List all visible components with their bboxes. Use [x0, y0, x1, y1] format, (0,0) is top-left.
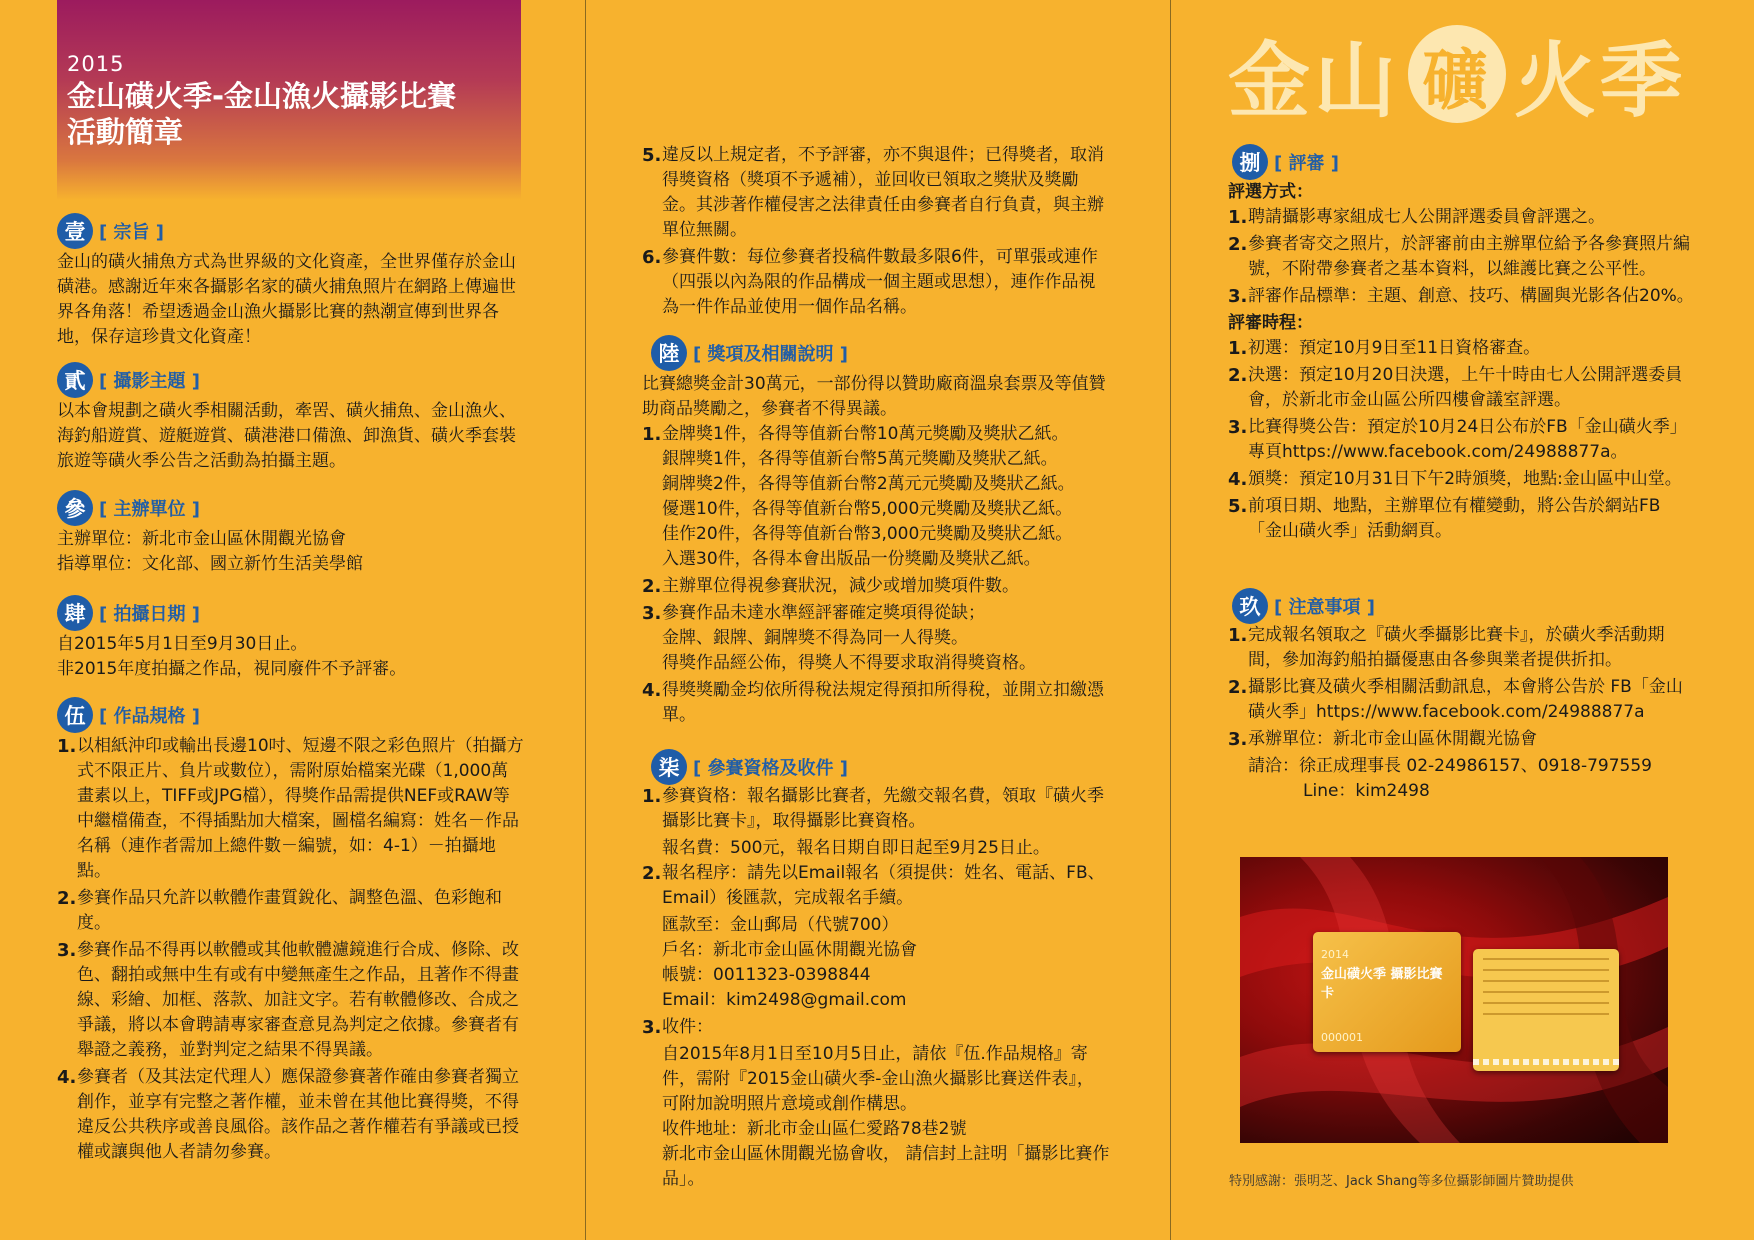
list-item: 2. 主辦單位得視參賽狀況，減少或增加獎項件數。	[642, 576, 1019, 597]
section-judging	[1232, 143, 1692, 181]
section-badge: 玖	[1232, 588, 1268, 624]
list-item: 2. 參賽者寄交之照片，於評審前由主辦單位給予各參賽照片編號，不附帶參賽者之基本資料，以維護比賽之公平性。	[1228, 234, 1690, 279]
eligibility-body	[642, 784, 1110, 1192]
section-awards	[651, 334, 1110, 372]
awards-intro: 比賽總獎金計30萬元，一部份得以贊助廠商溫泉套票及等值贊助商品獎勵之，參賽者不得異議。	[642, 374, 1106, 419]
section-badge: 壹	[57, 213, 93, 249]
notes-body	[1228, 623, 1694, 804]
section-notes	[1232, 587, 1692, 625]
list-item: 1. 完成報名領取之『磺火季攝影比賽卡』，於磺火季活動期間，參加海釣船拍攝優惠由各參與業者提供折扣。	[1228, 625, 1665, 670]
submission-period: 自2015年8月1日至10月5日止，請依『伍.作品規格』寄件，需附『2015金山磺火季-金山漁火攝影比賽送件表』，可附加說明照片意境或創作構思。	[662, 1044, 1094, 1114]
panel-middle	[585, 0, 1170, 1240]
section-badge: 陸	[651, 335, 687, 371]
section-specs	[57, 696, 525, 1167]
list-item: 3. 參賽作品不得再以軟體或其他軟體濾鏡進行合成、修除、改色、翻拍或無中生有或有中變無產生之作品，且著作不得畫線、彩繪、加框、落款、加註文字。若有軟體修改、合成之爭議，將以本會聘請專家審查意見為判定之依據。參賽者有舉證之義務，並對判定之結果不得異議。	[57, 940, 519, 1060]
list-item: 4. 頒獎：預定10月31日下午2時頒獎，地點:金山區中山堂。	[1228, 469, 1682, 490]
remit-line: 匯款至：金山郵局（代號700）	[662, 915, 899, 935]
section-text: 金山的磺火捕魚方式為世界級的文化資產，全世界僅存於金山磺港。感謝近年來各攝影名家的磺火捕魚照片在網路上傳遍世界各角落！希望透過金山漁火攝影比賽的熱潮宣傳到世界各地，保存這珍貴文化資產！	[57, 252, 516, 347]
awards-body	[642, 372, 1110, 730]
section-specs-continued	[642, 143, 1110, 322]
section-title: [ 攝影主題 ]	[99, 371, 200, 392]
title-block	[57, 0, 521, 200]
title-line2: 活動簡章	[67, 115, 184, 149]
panel-left	[0, 0, 585, 1240]
list-item: 6. 參賽件數：每位參賽者投稿件數最多限6件，可單張或連作（四張以內為限的作品構成一個主題或思想），連作作品視為一件作品並使用一個作品名稱。	[642, 247, 1098, 317]
list-item: 4. 參賽者（及其法定代理人）應保證參賽著作確由參賽者獨立創作，並享有完整之著作權，並未曾在其他比賽得獎，不得違反公共秩序或善良風俗。該作品之著作權若有爭議或已授權或讓與他人者請勿參賽。	[57, 1067, 519, 1162]
fee-line: 報名費：500元，報名日期自即日起至9月25日止。	[662, 838, 1050, 858]
section-title: [ 主辦單位 ]	[99, 499, 200, 520]
section-organizer	[57, 489, 525, 577]
section-badge: 參	[57, 490, 93, 526]
list-item: 5. 違反以上規定者，不予評審，亦不與退件；已得獎者，取消得獎資格（獎項不予遞補），並回收已領取之獎狀及獎勵金。其涉著作權侵害之法律責任由參賽者自行負責，與主辦單位無關。	[642, 145, 1104, 240]
section-badge: 捌	[1232, 144, 1268, 180]
list-item: 5. 前項日期、地點，主辦單位有權變動，將公告於網站FB「金山磺火季」活動網頁。	[1228, 496, 1661, 541]
contact-line: 請洽：徐正成理事長 02-24986157、0918-797559	[1248, 756, 1652, 776]
contest-card-back	[1473, 949, 1619, 1071]
title-year: 2015	[67, 52, 125, 76]
date-line: 自2015年5月1日至9月30日止。	[57, 634, 308, 654]
section-badge: 肆	[57, 595, 93, 631]
thanks-note: 特別感謝：張明芝、Jack Shang等多位攝影師圖片贊助提供	[1229, 1174, 1574, 1189]
section-title: [ 參賽資格及收件 ]	[693, 758, 848, 779]
list-item: 2. 報名程序：請先以Email報名（須提供：姓名、電話、FB、Email）後匯款，完成報名手續。	[642, 863, 1105, 908]
section-badge: 柒	[651, 749, 687, 785]
section-text: 以本會規劃之磺火季相關活動，牽罟、磺火捕魚、金山漁火、海釣船遊賞、遊艇遊賞、磺港港口備漁、卸漁貨、磺火季套裝旅遊等磺火季公告之活動為拍攝主題。	[57, 401, 516, 471]
section-theme	[57, 361, 525, 474]
judging-body	[1228, 180, 1694, 546]
page-title	[67, 78, 521, 150]
list-item: 3. 收件：	[642, 1017, 713, 1038]
submission-recipient: 新北市金山區休閒觀光協會收， 請信封上註明「攝影比賽作品」。	[662, 1144, 1110, 1189]
list-item: 1. 以相紙沖印或輸出長邊10吋、短邊不限之彩色照片（拍攝方式不限正片、負片或數位），需附原始檔案光碟（1,000萬畫素以上，TIFF或JPG檔），得獎作品需提供NEF或RAW等中繼檔備查，不得插點加大檔案，圖檔名編寫：姓名－作品名稱（連作者需加上總件數－編號，如：4-1）－拍攝地點。	[57, 736, 524, 881]
section-title: [ 作品規格 ]	[99, 706, 200, 727]
submission-address: 收件地址：新北市金山區仁愛路78巷2號	[662, 1119, 967, 1139]
section-title: [ 宗旨 ]	[99, 222, 164, 243]
contest-card-front: 2014 金山磺火季 攝影比賽卡 000001	[1313, 932, 1461, 1052]
section-badge: 伍	[57, 697, 93, 733]
judging-method-label: 評選方式：	[1228, 182, 1313, 202]
account-name-line: 戶名：新北市金山區休閒觀光協會	[662, 940, 917, 960]
list-item: 2. 攝影比賽及磺火季相關活動訊息，本會將公告於 FB「金山磺火季」https://www.facebook.com/24988877a	[1228, 677, 1683, 722]
line-id: Line：kim2498	[1303, 781, 1430, 801]
list-item: 4. 得獎獎勵金均依所得稅法規定得預扣所得稅，並開立扣繳憑單。	[642, 680, 1104, 725]
list-item: 1. 金牌獎1件，各得等值新台幣10萬元獎勵及獎狀乙紙。 銀牌獎1件，各得等值新台幣5萬元獎勵及獎狀乙紙。 銅牌獎2件，各得等值新台幣2萬元元獎勵及獎狀乙紙。 優選10件，各得等值新台幣5,000元獎勵及獎狀乙紙。 佳作20件，各得等值新台幣3,000元獎勵及獎狀乙紙。 入選30件，各得本會出版品一份獎勵及獎狀乙紙。	[642, 424, 1075, 569]
email-line: Email：kim2498@gmail.com	[662, 990, 907, 1010]
judging-schedule-label: 評審時程：	[1228, 313, 1313, 333]
list-item: 1. 聘請攝影專家組成七人公開評選委員會評選之。	[1228, 207, 1605, 228]
section-title: [ 獎項及相關說明 ]	[693, 344, 848, 365]
list-item: 1. 參賽資格：報名攝影比賽者，先繳交報名費，領取『磺火季攝影比賽卡』，取得攝影比賽資格。	[642, 786, 1104, 831]
list-item: 3. 比賽得獎公告：預定於10月24日公布於FB「金山磺火季」專頁https://www.facebook.com/24988877a。	[1228, 417, 1687, 462]
section-title: [ 評審 ]	[1274, 153, 1339, 174]
list-item: 2. 參賽作品只允許以軟體作畫質銳化、調整色溫、色彩飽和度。	[57, 888, 502, 933]
section-badge: 貳	[57, 362, 93, 398]
list-item: 2. 決選：預定10月20日決選，上午十時由七人公開評選委員會，於新北市金山區公所四樓會議室評選。	[1228, 365, 1683, 410]
list-item: 3. 評審作品標準：主題、創意、技巧、構圖與光影各佔20%。	[1228, 286, 1694, 307]
watermark-logo: 金山 礦 火季	[1228, 14, 1698, 134]
date-note: 非2015年度拍攝之作品，視同廢件不予評審。	[57, 659, 407, 679]
section-dates	[57, 594, 525, 682]
list-item: 1. 初選：預定10月9日至11日資格審查。	[1228, 338, 1541, 359]
section-eligibility	[651, 748, 1110, 786]
section-purpose	[57, 212, 525, 350]
section-title: [ 拍攝日期 ]	[99, 604, 200, 625]
list-item: 3. 承辦單位：新北市金山區休閒觀光協會	[1228, 729, 1537, 750]
photo-contest-card	[1240, 857, 1668, 1143]
supervisor-line: 指導單位：文化部、國立新竹生活美學館	[57, 554, 363, 574]
organizer-line: 主辦單位：新北市金山區休閒觀光協會	[57, 529, 346, 549]
account-number-line: 帳號：0011323-0398844	[662, 965, 871, 985]
title-line1: 金山磺火季-金山漁火攝影比賽	[67, 79, 457, 113]
section-title: [ 注意事項 ]	[1274, 597, 1375, 618]
list-item: 3. 參賽作品未達水準經評審確定獎項得從缺； 金牌、銀牌、銅牌獎不得為同一人得獎。 得獎作品經公佈，得獎人不得要求取消得獎資格。	[642, 603, 1036, 673]
